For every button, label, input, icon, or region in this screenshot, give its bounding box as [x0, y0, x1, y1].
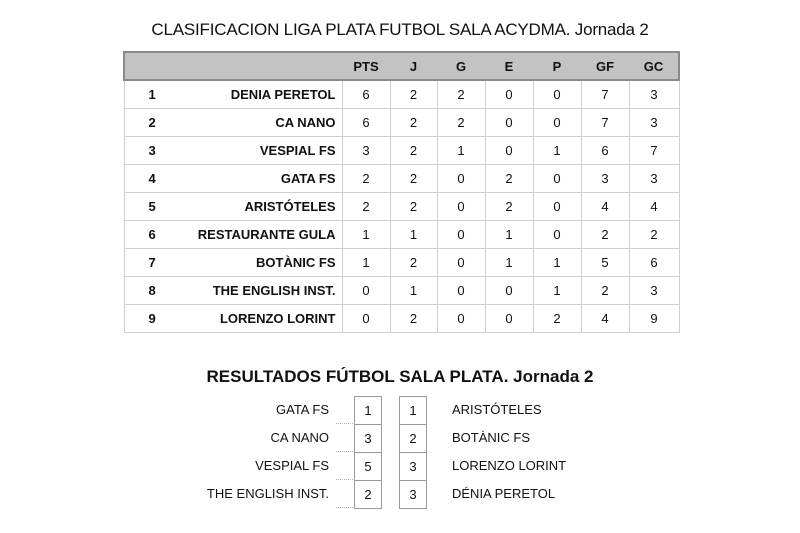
results-title: RESULTADOS FÚTBOL SALA PLATA. Jornada 2 — [206, 367, 594, 386]
header-p: P — [533, 52, 581, 80]
cell-gc: 3 — [629, 109, 679, 137]
cell-p: 0 — [533, 193, 581, 221]
cell-gf: 7 — [581, 80, 629, 109]
cell-rank: 5 — [124, 193, 180, 221]
cell-gf: 4 — [581, 305, 629, 333]
cell-j: 2 — [390, 137, 437, 165]
cell-team: LORENZO LORINT — [180, 305, 342, 333]
header-rank — [124, 52, 180, 80]
cell-pts: 1 — [342, 221, 390, 249]
table-row — [124, 305, 679, 333]
cell-pts: 6 — [342, 80, 390, 109]
cell-j: 1 — [390, 277, 437, 305]
cell-gf: 2 — [581, 277, 629, 305]
cell-e: 0 — [485, 277, 533, 305]
cell-rank: 7 — [124, 249, 180, 277]
cell-gc: 9 — [629, 305, 679, 333]
away-team: ARISTÓTELES — [452, 402, 542, 417]
away-team: BOTÀNIC FS — [452, 430, 531, 445]
cell-team: VESPIAL FS — [180, 137, 342, 165]
dotted-leader — [336, 507, 353, 508]
cell-gc: 3 — [629, 80, 679, 109]
table-row — [124, 137, 679, 165]
cell-g: 2 — [437, 80, 485, 109]
cell-pts: 0 — [342, 305, 390, 333]
home-score: 1 — [354, 396, 382, 424]
cell-pts: 6 — [342, 109, 390, 137]
cell-g: 0 — [437, 221, 485, 249]
cell-gc: 4 — [629, 193, 679, 221]
cell-e: 1 — [485, 221, 533, 249]
cell-gc: 3 — [629, 165, 679, 193]
cell-g: 0 — [437, 305, 485, 333]
cell-e: 0 — [485, 137, 533, 165]
cell-e: 0 — [485, 305, 533, 333]
cell-pts: 1 — [342, 249, 390, 277]
cell-e: 0 — [485, 80, 533, 109]
cell-p: 0 — [533, 221, 581, 249]
table-row — [124, 221, 679, 249]
home-team: GATA FS — [276, 402, 329, 417]
cell-g: 0 — [437, 165, 485, 193]
header-e: E — [485, 52, 533, 80]
header-j: J — [390, 52, 437, 80]
header-g: G — [437, 52, 485, 80]
cell-j: 2 — [390, 109, 437, 137]
cell-pts: 2 — [342, 165, 390, 193]
cell-p: 2 — [533, 305, 581, 333]
away-score: 1 — [399, 396, 427, 424]
cell-rank: 2 — [124, 109, 180, 137]
match-row — [0, 480, 800, 508]
cell-p: 0 — [533, 80, 581, 109]
table-row — [124, 109, 679, 137]
cell-team: RESTAURANTE GULA — [180, 221, 342, 249]
cell-team: ARISTÓTELES — [180, 193, 342, 221]
away-score: 2 — [399, 424, 427, 452]
cell-gf: 6 — [581, 137, 629, 165]
cell-p: 1 — [533, 137, 581, 165]
match-row — [0, 396, 800, 424]
cell-rank: 1 — [124, 80, 180, 109]
header-team — [180, 52, 342, 80]
cell-rank: 4 — [124, 165, 180, 193]
header-gf: GF — [581, 52, 629, 80]
cell-team: THE ENGLISH INST. — [180, 277, 342, 305]
cell-g: 0 — [437, 193, 485, 221]
cell-g: 0 — [437, 277, 485, 305]
cell-j: 2 — [390, 305, 437, 333]
cell-gc: 3 — [629, 277, 679, 305]
cell-gf: 3 — [581, 165, 629, 193]
standings-title: CLASIFICACION LIGA PLATA FUTBOL SALA ACYDMA. Jornada 2 — [151, 20, 649, 39]
cell-e: 2 — [485, 193, 533, 221]
cell-j: 1 — [390, 221, 437, 249]
table-row — [124, 165, 679, 193]
table-row — [124, 277, 679, 305]
cell-pts: 3 — [342, 137, 390, 165]
cell-gf: 4 — [581, 193, 629, 221]
cell-team: CA NANO — [180, 109, 342, 137]
cell-rank: 8 — [124, 277, 180, 305]
cell-team: GATA FS — [180, 165, 342, 193]
cell-g: 1 — [437, 137, 485, 165]
away-score: 3 — [399, 452, 427, 480]
cell-gf: 7 — [581, 109, 629, 137]
cell-g: 0 — [437, 249, 485, 277]
table-row — [124, 249, 679, 277]
away-team: LORENZO LORINT — [452, 458, 567, 473]
cell-pts: 2 — [342, 193, 390, 221]
cell-team: BOTÀNIC FS — [180, 249, 342, 277]
cell-gc: 6 — [629, 249, 679, 277]
away-team: DÉNIA PERETOL — [452, 486, 556, 501]
home-score: 5 — [354, 452, 382, 480]
cell-rank: 6 — [124, 221, 180, 249]
header-gc: GC — [629, 52, 679, 80]
match-row — [0, 452, 800, 480]
cell-gf: 2 — [581, 221, 629, 249]
cell-p: 1 — [533, 277, 581, 305]
cell-rank: 9 — [124, 305, 180, 333]
table-row — [124, 193, 679, 221]
cell-j: 2 — [390, 165, 437, 193]
cell-team: DENIA PERETOL — [180, 80, 342, 109]
cell-gc: 2 — [629, 221, 679, 249]
cell-pts: 0 — [342, 277, 390, 305]
header-row — [124, 52, 679, 80]
cell-gf: 5 — [581, 249, 629, 277]
cell-p: 1 — [533, 249, 581, 277]
table-row — [124, 80, 679, 109]
home-team: THE ENGLISH INST. — [206, 486, 329, 501]
home-score: 3 — [354, 424, 382, 452]
cell-p: 0 — [533, 165, 581, 193]
cell-e: 0 — [485, 109, 533, 137]
home-team: VESPIAL FS — [255, 458, 329, 473]
cell-g: 2 — [437, 109, 485, 137]
home-team: CA NANO — [270, 430, 329, 445]
cell-rank: 3 — [124, 137, 180, 165]
cell-j: 2 — [390, 193, 437, 221]
cell-e: 2 — [485, 165, 533, 193]
cell-j: 2 — [390, 249, 437, 277]
cell-e: 1 — [485, 249, 533, 277]
cell-p: 0 — [533, 109, 581, 137]
standings-table — [123, 51, 680, 333]
cell-j: 2 — [390, 80, 437, 109]
cell-gc: 7 — [629, 137, 679, 165]
header-pts: PTS — [342, 52, 390, 80]
away-score: 3 — [399, 480, 427, 509]
match-row — [0, 424, 800, 452]
home-score: 2 — [354, 480, 382, 509]
